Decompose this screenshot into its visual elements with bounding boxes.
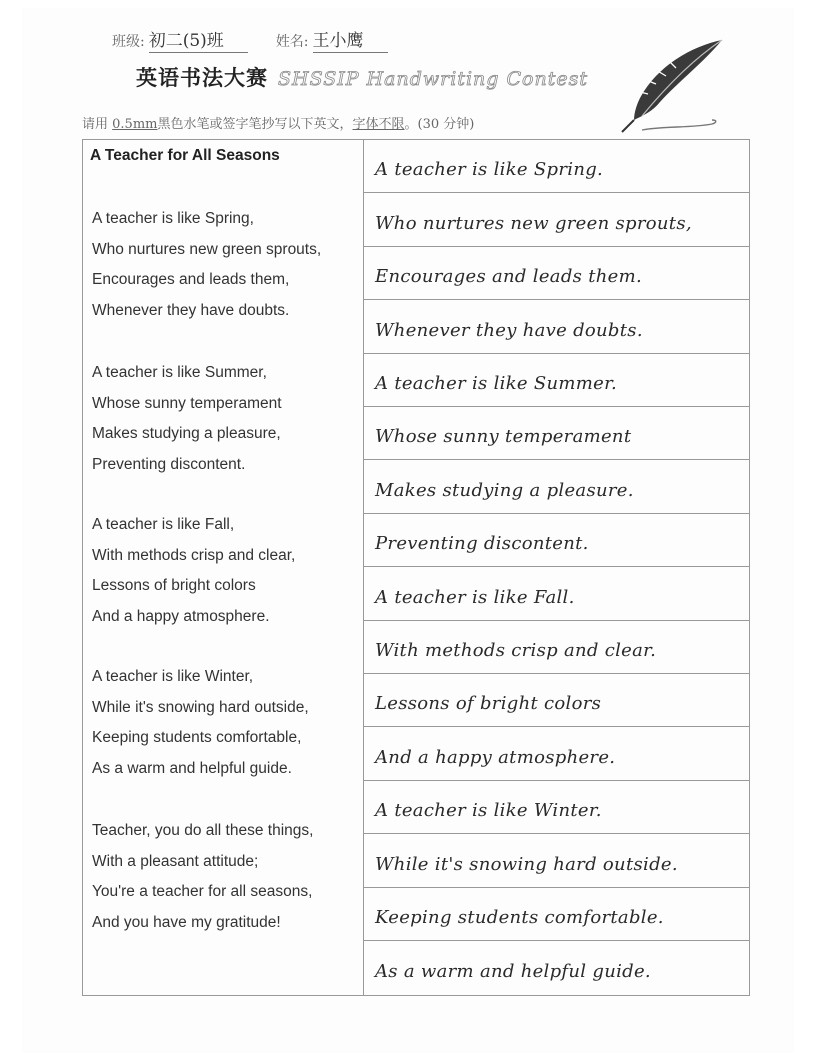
stanza-spring — [92, 204, 321, 326]
handwritten-text: While it's snowing hard outside. — [375, 853, 678, 875]
poem-line: And a happy atmosphere. — [92, 607, 270, 625]
poem-line: Whenever they have doubts. — [92, 301, 290, 319]
poem-column — [83, 140, 364, 995]
poem-line: Who nurtures new green sprouts, — [92, 240, 322, 258]
poem-line: A teacher is like Winter, — [92, 668, 254, 685]
instruction-prefix: 请用 — [82, 117, 109, 132]
stanza-fall — [92, 510, 295, 632]
handwriting-row — [364, 514, 750, 567]
instruction-middle: 黑色水笔或签字笔抄写以下英文， — [157, 117, 353, 132]
poem-line: Encourages and leads them, — [92, 271, 290, 289]
poem-line: A teacher is like Spring, — [92, 210, 254, 227]
handwriting-row — [364, 300, 750, 353]
handwriting-column — [364, 140, 750, 995]
handwriting-row — [364, 140, 750, 193]
poem-line: As a warm and helpful guide. — [92, 759, 292, 777]
student-info — [112, 26, 416, 53]
handwriting-row — [364, 247, 750, 300]
poem-line: A teacher is like Fall, — [92, 516, 235, 533]
handwritten-text: Preventing discontent. — [375, 533, 589, 555]
poem-line: Keeping students comfortable, — [92, 729, 302, 747]
title-chinese: 英语书法大赛 — [136, 65, 268, 90]
handwritten-text: A teacher is like Fall. — [375, 586, 575, 608]
stanza-closing — [92, 816, 313, 938]
poem-line: With methods crisp and clear, — [92, 546, 296, 564]
handwritten-text: Who nurtures new green sprouts, — [375, 212, 692, 234]
handwritten-text: A teacher is like Spring. — [375, 159, 604, 181]
poem-line: Lessons of bright colors — [92, 577, 256, 595]
poem-line: A teacher is like Summer, — [92, 364, 267, 381]
handwritten-text: Encourages and leads them. — [375, 266, 642, 288]
class-label: 班级: — [112, 34, 145, 50]
handwritten-text: A teacher is like Summer. — [375, 372, 618, 394]
stanza-summer — [92, 358, 282, 480]
handwriting-row — [364, 354, 750, 407]
feather-quill-icon — [612, 36, 732, 136]
instruction-time: 。(30 分钟) — [404, 117, 475, 132]
handwritten-text: A teacher is like Winter. — [375, 800, 602, 822]
handwriting-row — [364, 888, 750, 941]
poem-line: And you have my gratitude! — [92, 913, 281, 931]
handwritten-text: Whenever they have doubts. — [375, 319, 643, 341]
handwritten-text: As a warm and helpful guide. — [375, 961, 651, 983]
handwriting-row — [364, 193, 750, 246]
poem-line: You're a teacher for all seasons, — [92, 883, 313, 901]
instruction-pen-size: 0.5mm — [112, 117, 158, 132]
handwritten-text: Keeping students comfortable. — [375, 906, 664, 928]
handwriting-row — [364, 674, 750, 727]
poem-line: Makes studying a pleasure, — [92, 425, 281, 443]
stanza-winter — [92, 662, 309, 784]
handwritten-text: Lessons of bright colors — [375, 693, 602, 715]
handwritten-text: Makes studying a pleasure. — [375, 479, 634, 501]
poem-line: Whose sunny temperament — [92, 394, 282, 412]
class-value: 初二(5)班 — [149, 26, 248, 53]
contest-title — [136, 62, 588, 92]
poem-title: A Teacher for All Seasons — [90, 147, 280, 164]
handwriting-row — [364, 727, 750, 780]
handwriting-row — [364, 781, 750, 834]
poem-line: Preventing discontent. — [92, 455, 246, 473]
handwritten-text: Whose sunny temperament — [375, 426, 632, 448]
name-value: 王小鹰 — [313, 26, 388, 53]
instruction-font: 字体不限 — [352, 117, 405, 132]
handwritten-text: With methods crisp and clear. — [375, 639, 657, 661]
handwriting-row — [364, 941, 750, 994]
handwriting-row — [364, 407, 750, 460]
poem-line: With a pleasant attitude; — [92, 852, 259, 870]
handwriting-row — [364, 460, 750, 513]
handwriting-row — [364, 567, 750, 620]
poem-line: While it's snowing hard outside, — [92, 698, 309, 716]
name-label: 姓名: — [275, 34, 309, 50]
poem-line: Teacher, you do all these things, — [92, 822, 314, 839]
handwriting-row — [364, 621, 750, 674]
instructions — [82, 113, 474, 132]
handwritten-text: And a happy atmosphere. — [375, 746, 616, 768]
title-english: SHSSIP Handwriting Contest — [278, 68, 588, 90]
handwriting-row — [364, 834, 750, 887]
copy-table — [82, 139, 750, 996]
